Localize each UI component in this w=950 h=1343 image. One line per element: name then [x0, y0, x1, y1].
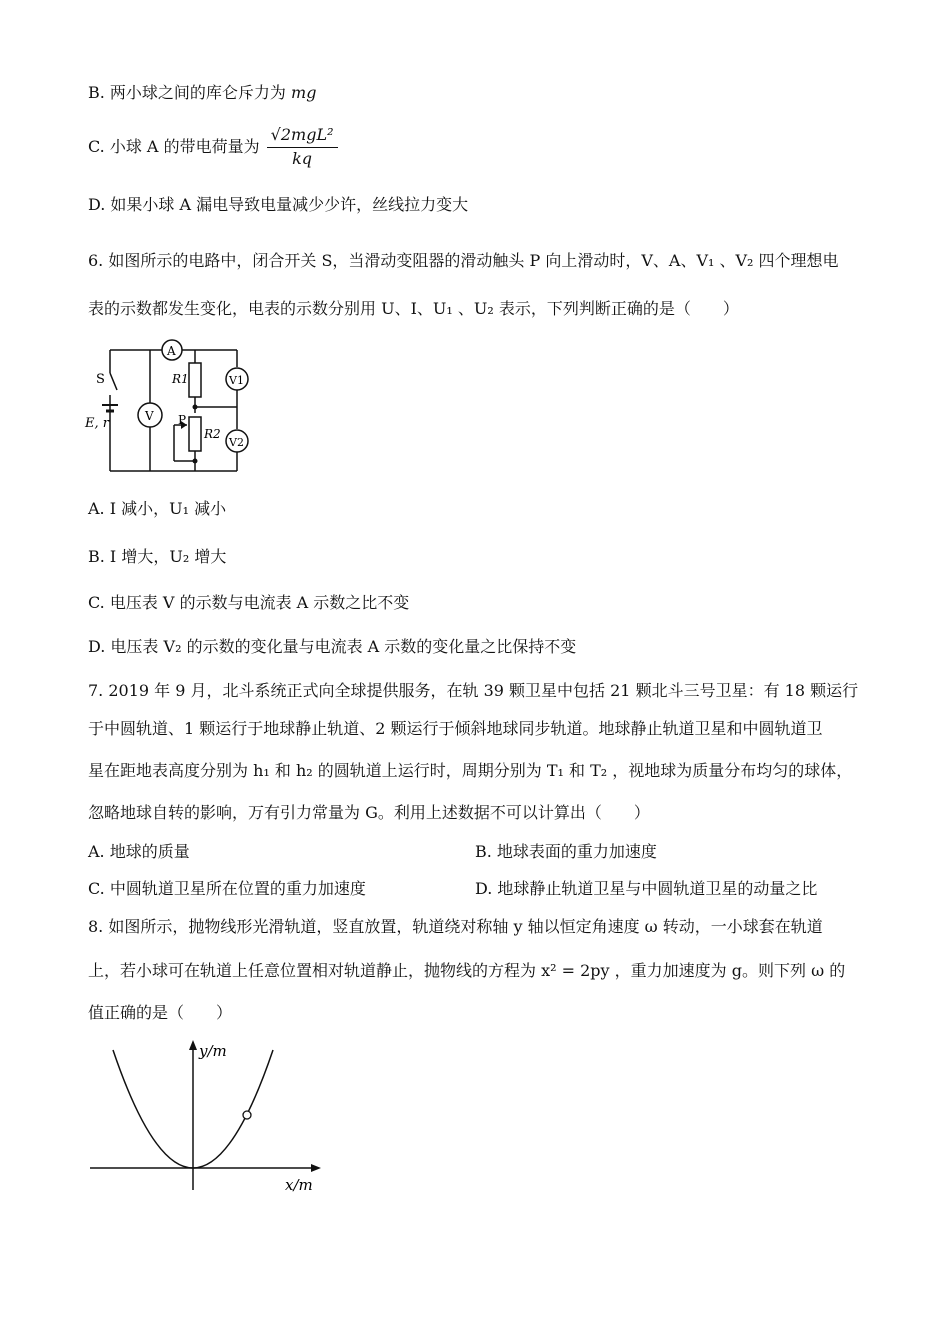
- charge-fraction: $\frac{\text{√2mgL²}}{kq}$: [267, 124, 338, 170]
- q5-option-c: C. 小球 A 的带电荷量为 $\frac{\text{√2mgL²}}{kq}$: [88, 124, 338, 170]
- resistor-r2: [189, 417, 201, 451]
- q5-option-d: D. 如果小球 A 漏电导致电量减少少许，丝线拉力变大: [88, 195, 469, 214]
- q8-stem-line2: 上，若小球可在轨道上任意位置相对轨道静止，抛物线的方程为 x² = 2py ，重力加速度为 g。则下列 ω 的: [88, 961, 846, 980]
- v1-label: V1: [229, 374, 244, 387]
- q7-option-b: B. 地球表面的重力加速度: [475, 842, 657, 861]
- slider-label: P: [178, 413, 187, 427]
- r1-label: R1: [172, 372, 189, 386]
- q7-option-c: C. 中圆轨道卫星所在位置的重力加速度: [88, 879, 366, 898]
- q6-option-c: C. 电压表 V 的示数与电流表 A 示数之比不变: [88, 593, 410, 612]
- x-axis-arrow: [311, 1164, 321, 1172]
- q7-stem-line2: 于中圆轨道、1 颗运行于地球静止轨道、2 颗运行于倾斜地球同步轨道。地球静止轨道卫星和中圆轨道卫: [88, 719, 823, 738]
- source-label: E, r: [85, 416, 109, 431]
- x-axis-label: x/m: [285, 1176, 313, 1194]
- y-axis-arrow: [189, 1040, 197, 1050]
- ball: [243, 1111, 251, 1119]
- q5-option-b: B. 两小球之间的库仑斥力为 mg: [88, 83, 317, 102]
- q8-stem-line3: 值正确的是（ ）: [88, 1003, 233, 1022]
- circuit-diagram: [82, 335, 272, 480]
- q6-stem-line2: 表的示数都发生变化，电表的示数分别用 U、I、U₁ 、U₂ 表示，下列判断正确的是（ ）: [88, 299, 739, 318]
- q8-stem-line1: 8. 如图所示，抛物线形光滑轨道，竖直放置，轨道绕对称轴 y 轴以恒定角速度 ω 转动，一小球套在轨道: [88, 917, 823, 936]
- q6-option-a: A. I 减小，U₁ 减小: [88, 499, 227, 518]
- q7-stem-line1: 7. 2019 年 9 月，北斗系统正式向全球提供服务，在轨 39 颗卫星中包括 21 颗北斗三号卫星：有 18 颗运行: [88, 681, 859, 700]
- ammeter-label: A: [167, 344, 176, 358]
- y-axis-label: y/m: [199, 1042, 227, 1060]
- q7-option-a: A. 地球的质量: [88, 842, 190, 861]
- parabola-graph: [85, 1040, 335, 1200]
- q7-stem-line4: 忽略地球自转的影响，万有引力常量为 G。利用上述数据不可以计算出（ ）: [88, 803, 650, 822]
- q6-option-d: D. 电压表 V₂ 的示数的变化量与电流表 A 示数的变化量之比保持不变: [88, 637, 577, 656]
- q6-stem-line1: 6. 如图所示的电路中，闭合开关 S，当滑动变阻器的滑动触头 P 向上滑动时，V、A、V₁ 、V₂ 四个理想电: [88, 251, 839, 270]
- switch-label: S: [96, 372, 105, 387]
- resistor-r1: [189, 363, 201, 397]
- voltmeter-label: V: [145, 409, 154, 423]
- q6-option-b: B. I 增大，U₂ 增大: [88, 547, 227, 566]
- q7-stem-line3: 星在距地表高度分别为 h₁ 和 h₂ 的圆轨道上运行时，周期分别为 T₁ 和 T₂ ，视地球为质量分布均匀的球体，: [88, 761, 853, 780]
- r2-label: R2: [204, 427, 221, 441]
- v2-label: V2: [229, 436, 244, 449]
- q7-option-d: D. 地球静止轨道卫星与中圆轨道卫星的动量之比: [475, 879, 818, 898]
